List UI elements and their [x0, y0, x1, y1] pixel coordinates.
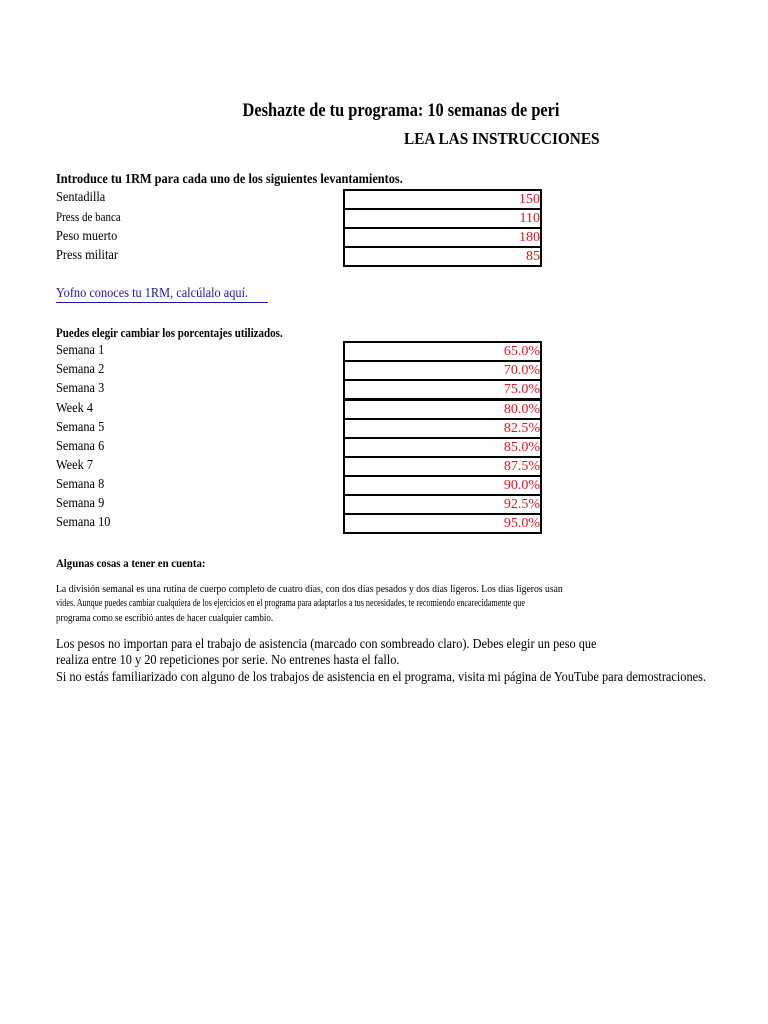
- percent-input-week-9[interactable]: 92.5%: [343, 494, 542, 515]
- percent-input-week-7[interactable]: 87.5%: [343, 456, 542, 477]
- lift-label-bench: Press de banca: [56, 210, 121, 224]
- lift-label-squat: Sentadilla: [56, 190, 106, 205]
- week-label-9: Semana 9: [56, 496, 105, 511]
- calc-1rm-link[interactable]: Yofno conoces tu 1RM, calcúlalo aquí.: [56, 286, 249, 301]
- week-label-6: Semana 6: [56, 439, 105, 454]
- week-label-1: Semana 1: [56, 343, 105, 358]
- notes-line-2: realiza entre 10 y 20 repeticiones por serie. No entrenes hasta el fallo.: [56, 653, 400, 668]
- rm-section-heading: Introduce tu 1RM para cada uno de los siguientes levantamientos.: [56, 172, 403, 187]
- week-label-3: Semana 3: [56, 381, 105, 396]
- week-label-7: Week 7: [56, 458, 93, 473]
- week-label-5: Semana 5: [56, 420, 105, 435]
- percent-input-week-5[interactable]: 82.5%: [343, 418, 542, 439]
- notes-line-3: Si no estás familiarizado con alguno de los trabajos de asistencia en el programa, visita mi página de YouTube para demostraciones.: [56, 670, 706, 685]
- link-underline: [56, 302, 268, 303]
- notes-small-line-3: programa como se escribió antes de hacer cualquier cambio.: [56, 613, 274, 624]
- percent-input-week-1[interactable]: 65.0%: [343, 341, 542, 362]
- week-label-8: Semana 8: [56, 477, 105, 492]
- notes-heading: Algunas cosas a tener en cuenta:: [56, 556, 206, 570]
- notes-line-1: Los pesos no importan para el trabajo de asistencia (marcado con sombreado claro). Debes elegir un peso que: [56, 637, 597, 652]
- week-label-10: Semana 10: [56, 515, 111, 530]
- week-label-4: Week 4: [56, 401, 93, 416]
- lift-label-military-press: Press militar: [56, 248, 118, 263]
- notes-small-line-2: vides. Aunque puedes cambiar cualquiera de los ejercicios en el programa para adaptarlos a tus necesidades, te recomiendo encarecidamente que: [56, 598, 525, 609]
- rm-input-deadlift[interactable]: 180: [343, 227, 542, 248]
- percent-input-week-8[interactable]: 90.0%: [343, 475, 542, 496]
- percent-input-week-10[interactable]: 95.0%: [343, 513, 542, 534]
- instructions-heading: LEA LAS INSTRUCCIONES: [404, 129, 600, 148]
- rm-input-bench[interactable]: 110: [343, 208, 542, 229]
- lift-label-deadlift: Peso muerto: [56, 229, 118, 244]
- rm-input-military-press[interactable]: 85: [343, 246, 542, 267]
- week-label-2: Semana 2: [56, 362, 105, 377]
- page-title: Deshazte de tu programa: 10 semanas de peri: [242, 100, 560, 121]
- percent-input-week-6[interactable]: 85.0%: [343, 437, 542, 458]
- notes-small-line-1: La división semanal es una rutina de cuerpo completo de cuatro días, con dos días pesados y dos días ligeros. Los días ligeros usan: [56, 583, 563, 595]
- percent-input-week-3[interactable]: 75.0%: [343, 379, 542, 400]
- percent-section-heading: Puedes elegir cambiar los porcentajes utilizados.: [56, 326, 283, 340]
- rm-input-squat[interactable]: 150: [343, 189, 542, 210]
- percent-input-week-2[interactable]: 70.0%: [343, 360, 542, 381]
- percent-input-week-4[interactable]: 80.0%: [343, 399, 542, 420]
